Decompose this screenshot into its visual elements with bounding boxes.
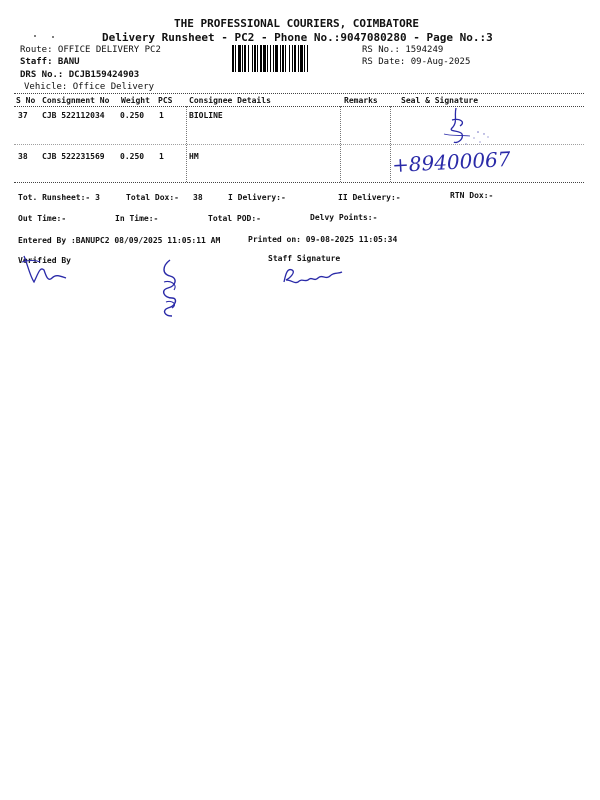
entered-by: Entered By :BANUPC2 08/09/2025 11:05:11 AM xyxy=(18,236,221,245)
verified-by: Verified By xyxy=(18,256,71,265)
out-time: Out Time:- xyxy=(18,214,67,223)
row-consignment: CJB 522112034 xyxy=(42,111,105,120)
row-consignee: BIOLINE xyxy=(189,111,223,120)
speck xyxy=(52,36,54,38)
delvy-points: Delvy Points:- xyxy=(310,213,378,222)
table-bottom-rule xyxy=(14,182,584,183)
runsheet-subtitle: Delivery Runsheet - PC2 - Phone No.:9047080280 - Page No.:3 xyxy=(102,31,493,44)
staff-line: Staff: BANU xyxy=(20,57,80,67)
col-remarks: Remarks xyxy=(344,96,378,105)
rtn-dox: RTN Dox:- xyxy=(450,191,494,200)
col-sno: S No xyxy=(16,96,36,105)
total-pod: Total POD:- xyxy=(208,214,261,223)
rs-date: RS Date: 09-Aug-2025 xyxy=(362,57,471,67)
staff-signature-label: Staff Signature xyxy=(268,254,341,263)
tot-runsheet: Tot. Runsheet:- 3 xyxy=(18,193,100,202)
col-consignee: Consignee Details xyxy=(189,96,271,105)
vehicle-line: Vehicle: Office Delivery xyxy=(24,82,155,92)
row-sno: 37 xyxy=(18,111,28,120)
middle-signature xyxy=(150,258,190,320)
staff-signature xyxy=(280,262,350,288)
col-weight: Weight xyxy=(121,96,150,105)
table-top-rule xyxy=(14,93,584,94)
rs-number: RS No.: 1594249 xyxy=(362,45,444,55)
row-weight: 0.250 xyxy=(120,111,145,120)
barcode xyxy=(232,45,356,72)
company-title: THE PROFESSIONAL COURIERS, COIMBATORE xyxy=(174,17,420,30)
col-consignment: Consignment No xyxy=(42,96,110,105)
drs-line: DRS No.: DCJB159424903 xyxy=(20,70,140,80)
row-pcs: 1 xyxy=(159,152,164,161)
total-dox-value: 38 xyxy=(193,193,203,202)
row-pcs: 1 xyxy=(159,111,164,120)
verified-signature xyxy=(16,252,76,288)
speck xyxy=(34,35,36,37)
printed-on: Printed on: 09-08-2025 11:05:34 xyxy=(248,235,398,244)
col-pcs: PCS xyxy=(158,96,173,105)
barcode-bar xyxy=(308,45,309,72)
col-seal: Seal & Signature xyxy=(401,96,479,105)
i-delivery: I Delivery:- xyxy=(228,193,286,202)
total-dox-label: Total Dox:- xyxy=(126,193,179,202)
row-consignee: HM xyxy=(189,152,199,161)
in-time: In Time:- xyxy=(115,214,159,223)
route-line: Route: OFFICE DELIVERY PC2 xyxy=(20,45,161,55)
row-consignment: CJB 522231569 xyxy=(42,152,105,161)
row-37-signature xyxy=(430,104,510,152)
row-weight: 0.250 xyxy=(120,152,145,161)
row-38-handwritten-note: +89400067 xyxy=(391,146,512,178)
ii-delivery: II Delivery:- xyxy=(338,193,401,202)
row-sno: 38 xyxy=(18,152,28,161)
